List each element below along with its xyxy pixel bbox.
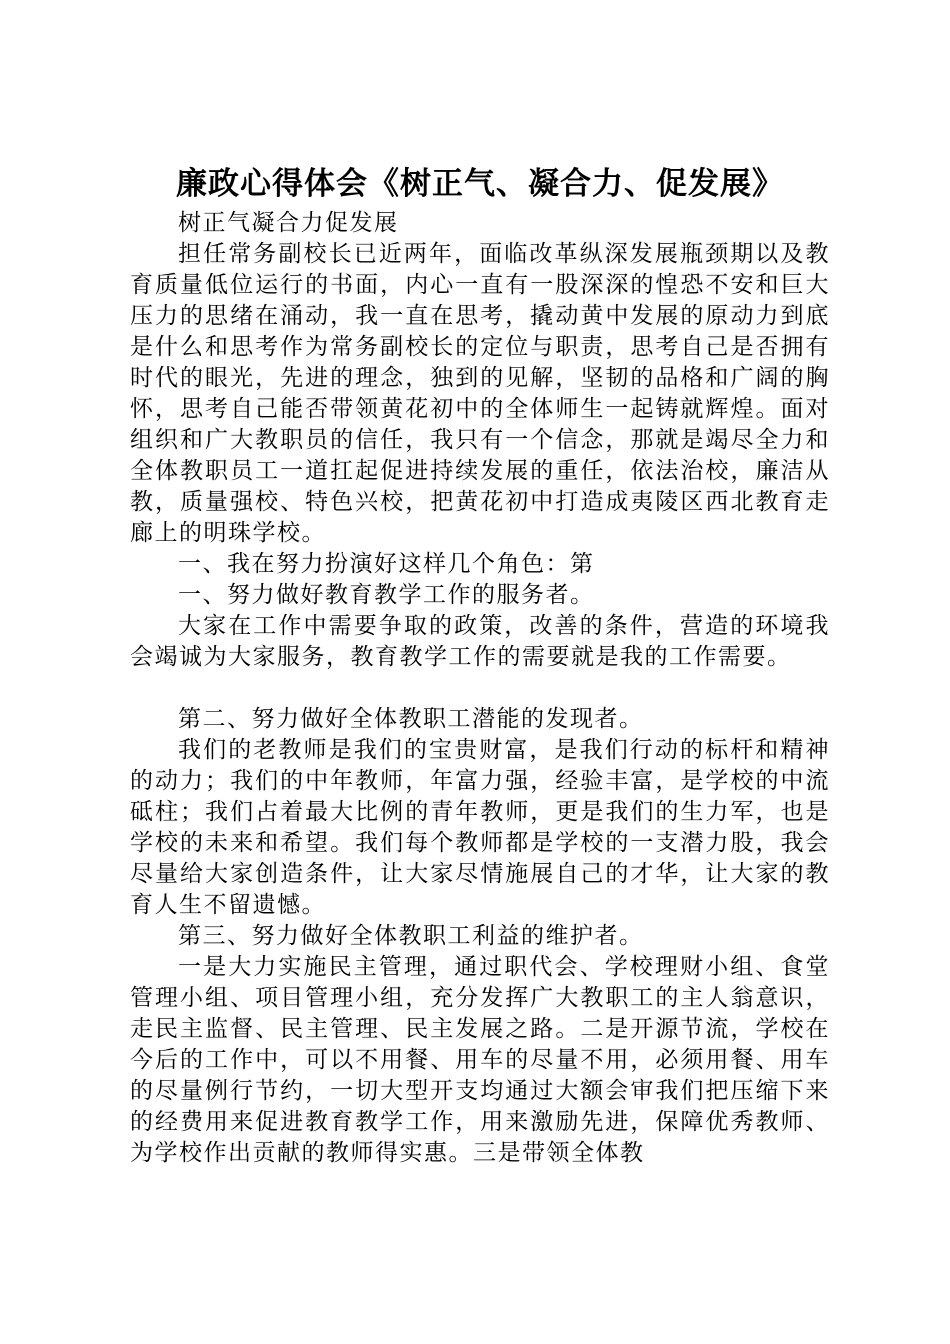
paragraph-roles-heading: 一、我在努力扮演好这样几个角色：第 xyxy=(178,551,595,577)
paragraph-subtitle: 树正气凝合力促发展 xyxy=(178,210,399,236)
paragraph-spacer xyxy=(130,673,830,704)
paragraph-role-two-heading: 第二、努力做好全体教职工潜能的发现者。 xyxy=(178,706,644,732)
paragraph-role-two-body: 我们的老教师是我们的宝贵财富，是我们行动的标杆和精神的动力；我们的中年教师，年富力强，经验丰富，是学校的中流砥柱；我们占着最大比例的青年教师，更是我们的生力军，也是学校的未来和希望。我们每个教师都是学校的一支潜力股，我会尽量给大家创造条件，让大家尽情施展自己的才华，让大家的教育人生不留遗憾。 xyxy=(130,737,830,918)
paragraph-role-three-heading: 第三、努力做好全体教职工利益的维护者。 xyxy=(178,923,644,949)
paragraph-role-one-heading: 一、努力做好教育教学工作的服务者。 xyxy=(178,582,595,608)
document-title: 廉政心得体会《树正气、凝合力、促发展》 xyxy=(176,166,784,202)
document-page xyxy=(130,160,830,1169)
paragraph-intro: 担任常务副校长已近两年，面临改革纵深发展瓶颈期以及教育质量低位运行的书面，内心一直有一股深深的惶恐不安和巨大压力的思绪在涌动，我一直在思考，撬动黄中发展的原动力到底是什么和思考作为常务副校长的定位与职责，思考自己是否拥有时代的眼光，先进的理念，独到的见解，坚韧的品格和广阔的胸怀，思考自己能否带领黄花初中的全体师生一起铸就辉煌。面对组织和广大教职员的信任，我只有一个信念，那就是竭尽全力和全体教职员工一道扛起促进持续发展的重任，依法治校，廉洁从教，质量强校、特色兴校，把黄花初中打造成夷陵区西北教育走廊上的明珠学校。 xyxy=(130,241,830,546)
paragraph-role-three-body: 一是大力实施民主管理，通过职代会、学校理财小组、食堂管理小组、项目管理小组，充分发挥广大教职工的主人翁意识，走民主监督、民主管理、民主发展之路。二是开源节流，学校在今后的工作中，可以不用餐、用车的尽量不用，必须用餐、用车的尽量例行节约，一切大型开支均通过大额会审我们把压缩下来的经费用来促进教育教学工作，用来激励先进，保障优秀教师、为学校作出贡献的教师得实惠。三是带领全体教 xyxy=(130,954,830,1166)
paragraph-role-one-body: 大家在工作中需要争取的政策，改善的条件，营造的环境我会竭诚为大家服务，教育教学工作的需要就是我的工作需要。 xyxy=(130,613,830,670)
